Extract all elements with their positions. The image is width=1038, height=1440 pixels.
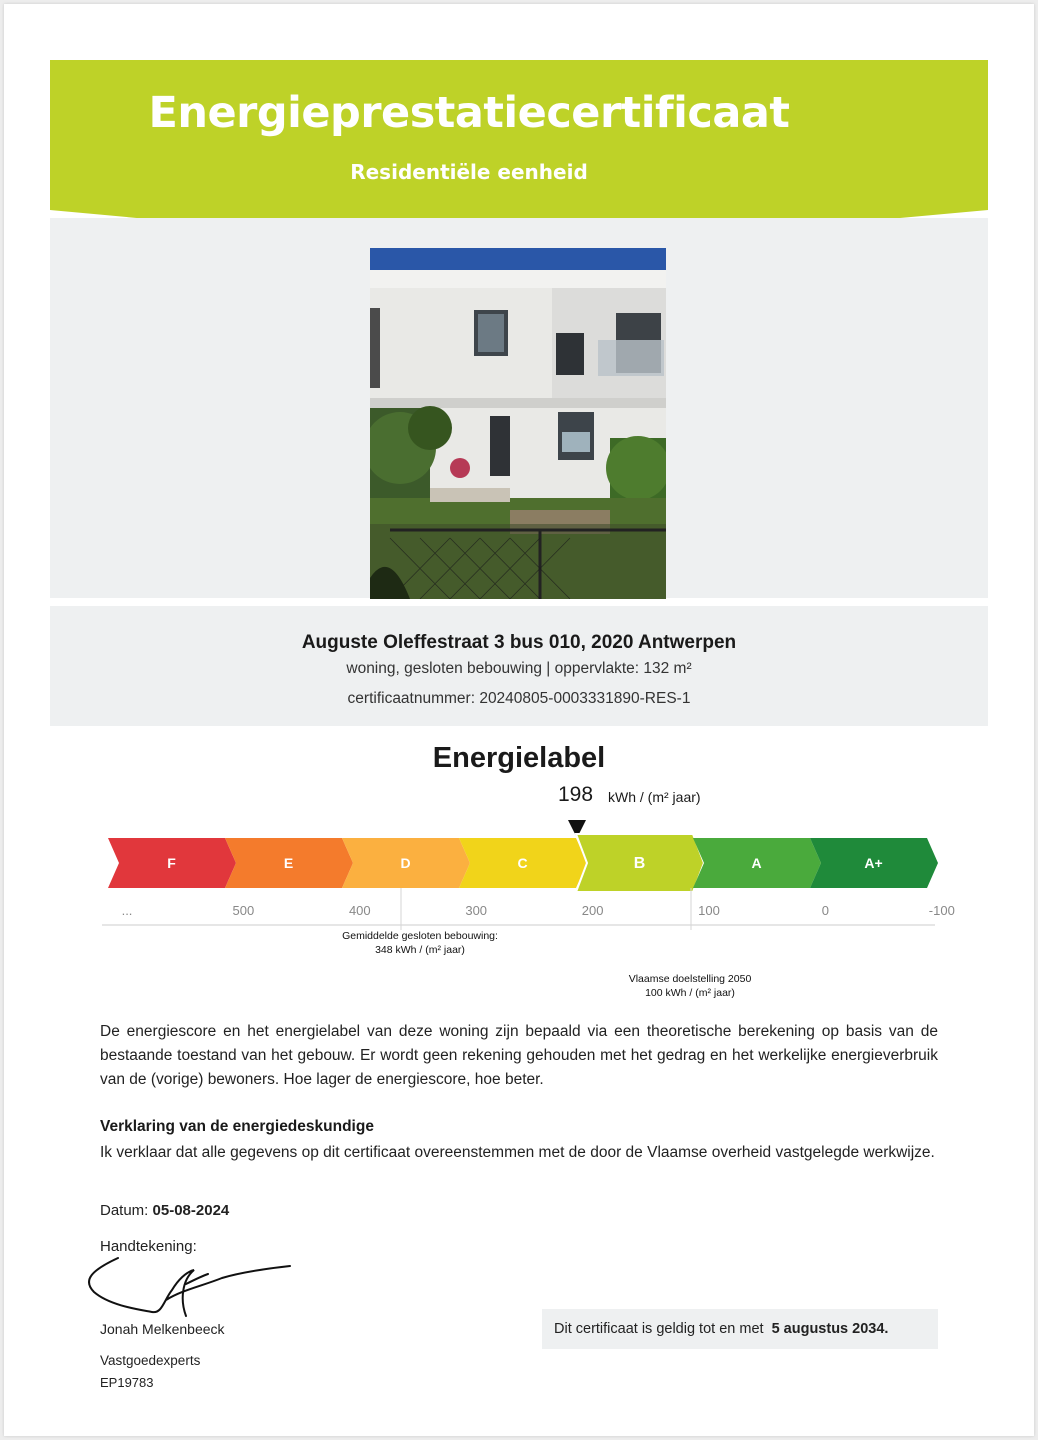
energy-score-unit: kWh / (m² jaar) bbox=[608, 789, 701, 805]
energy-score: 198 bbox=[558, 783, 594, 806]
energy-class-label: E bbox=[283, 855, 294, 871]
average-note-line1: Gemiddelde gesloten bebouwing: bbox=[342, 930, 498, 942]
date-label: Datum: bbox=[100, 1202, 149, 1219]
expert-id: EP19783 bbox=[100, 1375, 154, 1390]
signer-name: Jonah Melkenbeeck bbox=[100, 1321, 225, 1337]
energy-class-label: A bbox=[751, 855, 762, 871]
scale-tick-label: -100 bbox=[928, 903, 955, 918]
scale-tick-label: 0 bbox=[821, 903, 830, 918]
scale-tick-label: 400 bbox=[348, 903, 371, 918]
energy-label-heading: Energielabel bbox=[432, 742, 606, 774]
page-subtitle: Residentiële eenheid bbox=[350, 160, 588, 184]
average-note bbox=[320, 930, 520, 956]
target-note-line2: 100 kWh / (m² jaar) bbox=[645, 987, 735, 999]
date-row bbox=[100, 1202, 229, 1219]
company-name: Vastgoedexperts bbox=[100, 1353, 201, 1368]
property-description: woning, gesloten bebouwing | oppervlakte: 132 m² bbox=[346, 660, 692, 677]
energy-class-label: B bbox=[633, 855, 646, 872]
scale-tick-label: 200 bbox=[581, 903, 604, 918]
property-address: Auguste Oleffestraat 3 bus 010, 2020 Antwerpen bbox=[301, 632, 737, 653]
target-note-line1: Vlaamse doelstelling 2050 bbox=[628, 973, 752, 985]
scale-tick-label: 100 bbox=[698, 903, 720, 918]
declaration-text: Ik verklaar dat alle gegevens op dit certificaat overeenstemmen met de door de Vlaamse overheid vastgelegde werkwijze. bbox=[100, 1144, 935, 1161]
date-value: 05-08-2024 bbox=[152, 1202, 230, 1219]
average-note-line2: 348 kWh / (m² jaar) bbox=[375, 944, 465, 956]
target-note bbox=[600, 973, 780, 999]
signature-image bbox=[82, 1250, 302, 1325]
energy-class-label: D bbox=[400, 855, 411, 871]
validity-text: Dit certificaat is geldig tot en met bbox=[554, 1321, 764, 1337]
declaration-heading: Verklaring van de energiedeskundige bbox=[100, 1118, 374, 1135]
energy-class-label: F bbox=[167, 855, 176, 871]
explanation-paragraph: De energiescore en het energielabel van deze woning zijn bepaald via een theoretische berekening op basis van de bestaande toestand van het gebouw. Er wordt geen rekening gehouden met het gedrag en het werkelijke energieverbruik van de (vorige) bewoners. Hoe lager de energiescore, hoe beter. bbox=[100, 1023, 938, 1088]
scale-tick-label: ... bbox=[121, 903, 133, 918]
energy-scale bbox=[0, 820, 1038, 930]
signature-label: Handtekening: bbox=[100, 1238, 197, 1255]
validity-date: 5 augustus 2034. bbox=[771, 1321, 889, 1337]
energy-class-label: C bbox=[517, 855, 528, 871]
scale-tick-label: 300 bbox=[465, 903, 488, 918]
certificate-number: certificaatnummer: 20240805-0003331890-RES-1 bbox=[347, 690, 691, 707]
property-info-box bbox=[50, 606, 988, 726]
house-photo bbox=[370, 248, 666, 599]
validity-box bbox=[542, 1309, 938, 1349]
scale-tick-label: 500 bbox=[232, 903, 255, 918]
energy-class-label: A+ bbox=[864, 855, 883, 871]
page-title: Energieprestatiecertificaat bbox=[148, 88, 790, 138]
